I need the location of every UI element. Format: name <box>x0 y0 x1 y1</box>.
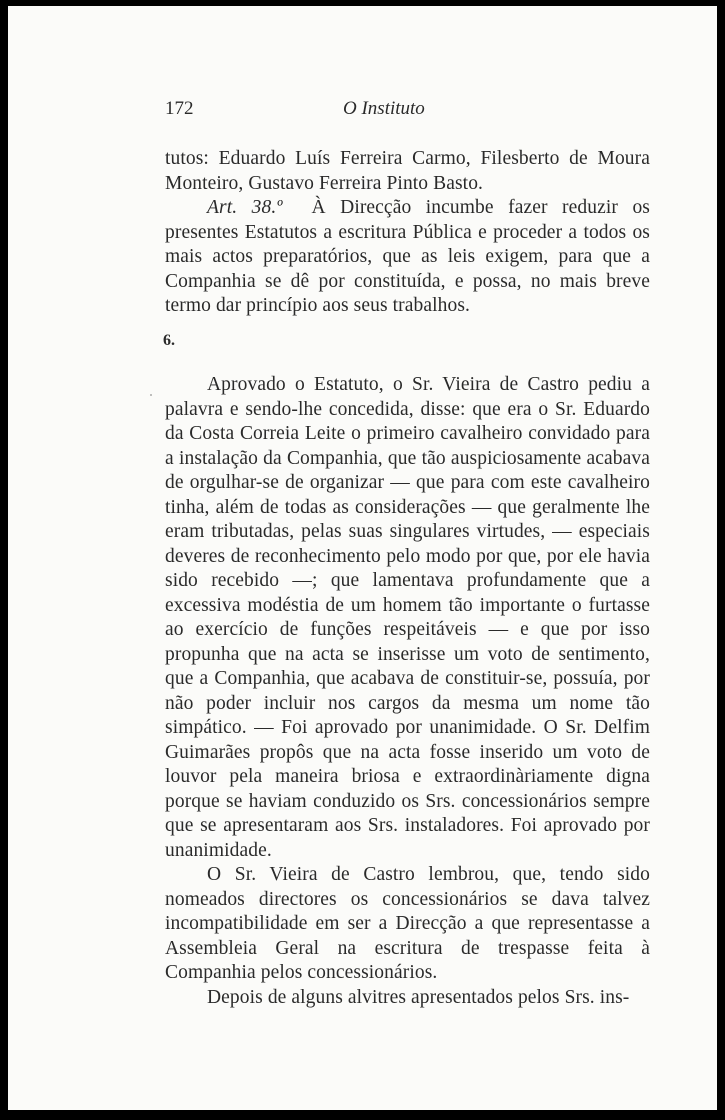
paragraph-vieira-de-castro: O Sr. Vieira de Castro lembrou, que, tendo sido nomeados directores os concessionários se dava talvez incompatibilidade em ser a Direcção a que representasse a Assembleia Geral na escritura de trespasse feita à Companhia pelos concessionários. <box>165 864 650 983</box>
paragraph-statute-signatories: tutos: Eduardo Luís Ferreira Carmo, Filesberto de Moura Monteiro, Gustavo Ferreira Pinto Basto. <box>165 148 650 194</box>
body-text-top <box>165 147 650 319</box>
paragraph-article-38 <box>165 196 650 319</box>
paragraph-approval: Aprovado o Estatuto, o Sr. Vieira de Castro pediu a palavra e sendo-lhe concedida, disse: que era o Sr. Eduardo da Costa Correia Leite o primeiro cavalheiro convidado para a instalação da Companhia, que tão auspiciosamente acabava de orgulhar-se de organizar — que para com este cavalheiro tinha, além de todas as considerações — que geralmente lhe eram tributadas, pelas suas singulares virtudes, — especiais deveres de reconhecimento pelo modo por que, por ele havia sido recebido —; que lamentava profundamente que a excessiva modéstia de um homem tão importante o furtasse ao exercício de funções respeitáveis — e que por isso propunha que na acta se inserisse um voto de sentimento, que a Companhia, que acabava de constituir-se, possuía, por não poder incluir nos cargos da mesma um nome tão simpático. — Foi aprovado por unanimidade. O Sr. Delfim Guimarães propôs que na acta fosse inserido um voto de louvor pela maneira briosa e extraordinàriamente digna porque se haviam conduzido os Srs. concessionários sempre que se apresentaram aos Srs. instaladores. Foi aprovado por unanimidade. <box>165 374 650 861</box>
print-speck <box>150 394 152 396</box>
running-title: O Instituto <box>343 98 425 119</box>
paragraph-alvitres: Depois de alguns alvitres apresentados pelos Srs. ins- <box>207 986 630 1008</box>
article-label: Art. 38.º <box>207 197 283 218</box>
article-text: À Direcção incumbe fazer reduzir os presentes Estatutos a escritura Pública e proceder a todos os mais actos preparatórios, que as leis exigem, para que a Companhia se dê por constituída, e possa, no mais breve termo dar princípio aos seus trabalhos. <box>165 197 650 316</box>
body-text-main <box>165 373 650 1010</box>
page-number: 172 <box>165 98 194 119</box>
section-number: 6. <box>163 332 175 349</box>
page-header <box>165 98 650 122</box>
book-page <box>8 6 717 1110</box>
